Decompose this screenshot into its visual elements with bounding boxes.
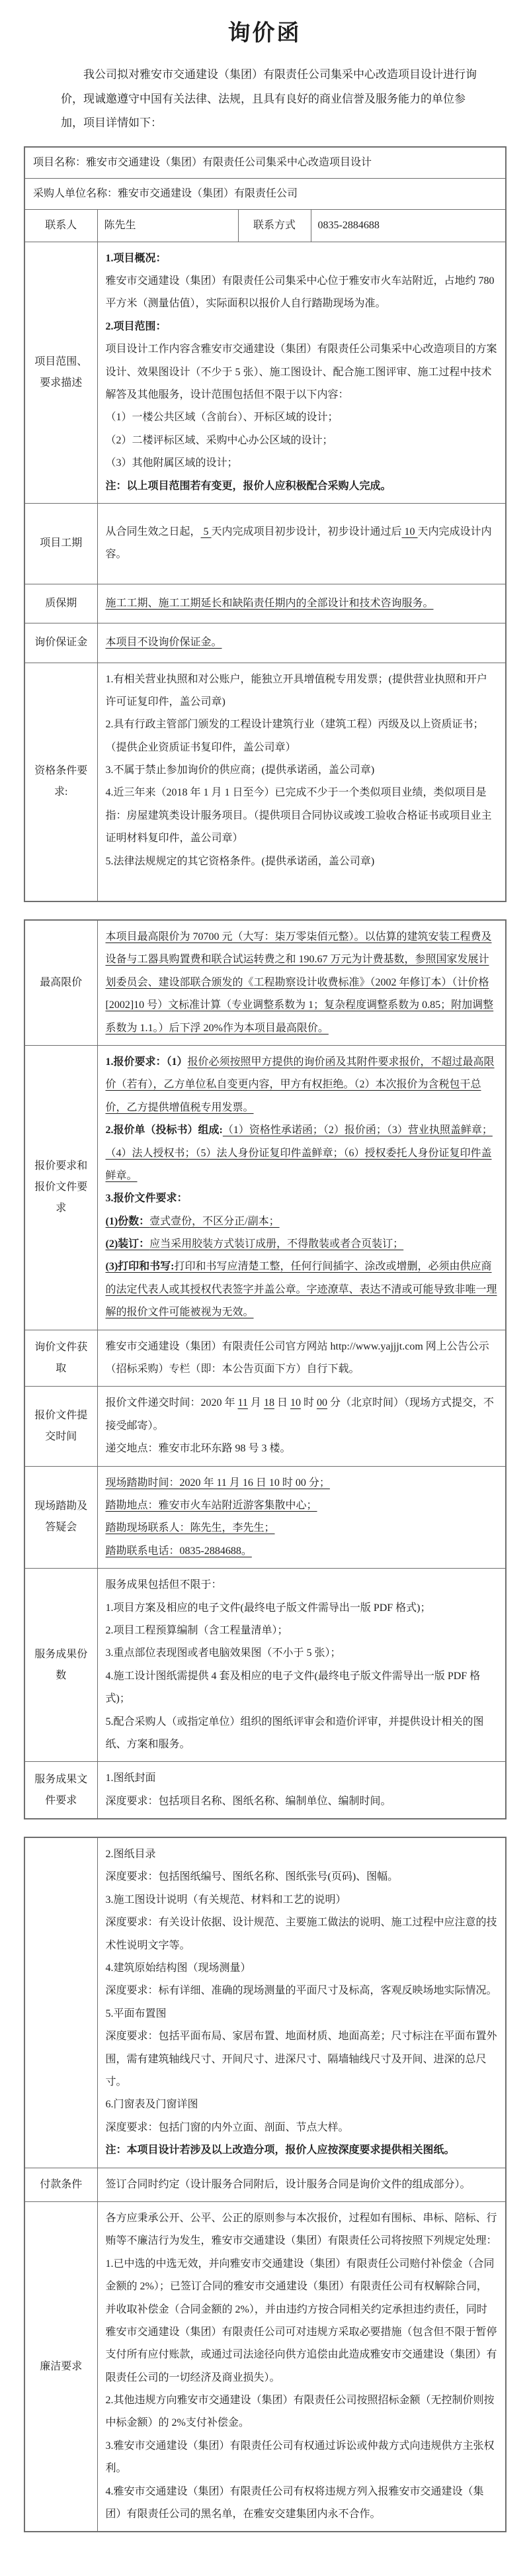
row-label: 服务成果文件要求	[24, 1762, 97, 1819]
field-label: 联系方式	[238, 209, 311, 242]
text-segment: 2.项目工程预算编制（含工程量清单）；	[105, 1624, 288, 1636]
text-segment: 深度要求：有关设计依据、设计规范、主要施工做法的说明、施工过程中应注意的技术性说明文字等。	[105, 1917, 497, 1951]
paragraph	[106, 248, 498, 270]
paragraph	[106, 2003, 498, 2025]
row-content	[97, 1837, 506, 2168]
text-segment: （3）其他附属区域的设计；	[105, 457, 238, 469]
row-label: 质保期	[24, 584, 97, 623]
row-content	[97, 663, 506, 901]
document-access-row	[24, 1330, 506, 1387]
text-segment: 2.报价单（投标书）组成:	[105, 1125, 223, 1136]
paragraph	[106, 2435, 498, 2481]
text-segment: 5.平面布置图	[105, 2007, 167, 2019]
paragraph	[106, 1495, 498, 1517]
text-segment: 1.图纸封面	[105, 1772, 156, 1784]
text-segment: (1)份数：	[105, 1215, 150, 1227]
paragraph	[106, 316, 498, 338]
paragraph	[106, 1711, 498, 1757]
text-segment: 签订合同时约定（设计服务合同附后，设计服务合同是询价文件的组成部分）。	[105, 2178, 471, 2190]
payment-terms-row	[24, 2168, 506, 2201]
row-content	[97, 1387, 506, 1466]
paragraph	[106, 338, 498, 406]
row-label: 项目工期	[24, 503, 97, 584]
text-segment: 深度要求：包括图纸编号、图纸名称、图纸张号(页码)、图幅。	[105, 1871, 399, 1883]
text-segment: 3.雅安市交通建设（集团）有限责任公司有权通过诉讼或仲裁方式向违规供方主张权利。	[105, 2440, 495, 2475]
paragraph	[106, 1187, 498, 1210]
row-label	[24, 1837, 97, 2168]
row-label: 服务成果份数	[24, 1569, 97, 1762]
text-segment: 深度要求：包括项目名称、图纸名称、编制单位、编制时间。	[105, 1795, 391, 1807]
paragraph	[106, 1889, 498, 1911]
paragraph	[106, 1336, 498, 1381]
text-segment: 采购人单位名称：雅安市交通建设（集团）有限责任公司	[33, 187, 298, 199]
paragraph	[106, 926, 498, 1040]
text-segment: 踏勘现场联系人：陈先生，李先生；	[105, 1522, 275, 1534]
paragraph	[106, 713, 498, 759]
text-segment: 注：本项目设计若涉及以上改造分项，报价人应按深度要求提供相关图纸。	[105, 2144, 455, 2156]
paragraph	[106, 2093, 498, 2116]
paragraph	[106, 2139, 498, 2162]
text-segment: （1）资格性承诺函；（2）报价函；（3）营业执照盖鲜章；（4）法人授权书；（5）法人身份证复印件盖鲜章；（6）授权委托人身份证复印件盖鲜章。	[105, 1125, 493, 1181]
row-content	[97, 1330, 506, 1387]
text-segment: 2.其他违规方向雅安市交通建设（集团）有限责任公司按照招标金额（无控制价则按中标金额）的 2%支付补偿金。	[105, 2395, 495, 2429]
text-segment: 深度要求：标有详细、准确的现场测量的平面尺寸及标高，客观反映场地实际情况。	[105, 1985, 497, 1997]
paragraph	[106, 270, 498, 316]
paragraph	[106, 2025, 498, 2093]
text-segment: 3.不属于禁止参加询价的供应商；(提供承诺函，盖公司章)	[105, 764, 375, 776]
text-segment: 时	[300, 1397, 317, 1409]
intro-paragraph: 我公司拟对雅安市交通建设（集团）有限责任公司集采中心改造项目设计进行询价，现诚邀遵守中国有关法律、法规，且具有良好的商业信誉及服务能力的单位参加，项目详情如下：	[61, 68, 477, 130]
text-segment: 10	[401, 526, 418, 537]
text-segment: 11	[237, 1397, 248, 1409]
basic-info-table	[24, 146, 507, 902]
text-segment: （1）一楼公共区域（含前台）、开标区域的设计；	[105, 412, 339, 424]
text-segment: 5	[200, 526, 212, 537]
deliverable-copies-row	[24, 1569, 506, 1762]
text-segment: 本项目最高限价为 70700 元（大写：柒万零柒佰元整）。以估算的建筑安装工程费及设备与工器具购置费和联合试运转费之和 190.67 万元为计费基数，参照国家发展计划委员会、建设部联合颁发的《工程勘察设计收费标准》（2002 年修订本）（计价格[2002]10 号）文标准计算（专业调整系数为 1；复杂程度调整系数为 0.85；附加调整系数为 1.1。）后下浮 20%作为本项目最高限价。	[105, 931, 494, 1034]
row-label: 最高限价	[24, 920, 97, 1045]
duration-row	[24, 503, 506, 584]
paragraph	[106, 2253, 498, 2389]
text-segment: 2.图纸目录	[105, 1849, 156, 1861]
text-segment: 1.项目概况：	[105, 252, 167, 264]
page-title: 询价函	[227, 21, 302, 46]
paragraph	[106, 1866, 498, 1888]
submission-time-row	[24, 1387, 506, 1466]
text-segment: 本项目不设询价保证金。	[105, 637, 222, 649]
text-segment: 3.报价文件要求：	[105, 1193, 188, 1205]
deliverable-file-requirements-row	[24, 1762, 506, 1819]
paragraph	[106, 631, 498, 654]
qualification-row	[24, 663, 506, 901]
text-segment: 深度要求：包括平面布局、家居布置、地面材质、地面高差；尺寸标注在平面布置外围，需有建筑轴线尺寸、开间尺寸、进深尺寸、隔墙轴线尺寸及开间、进深的总尺寸。	[105, 2031, 497, 2088]
row-content	[97, 2201, 506, 2532]
text-segment: 10	[290, 1397, 301, 1409]
row-content	[97, 920, 506, 1045]
paragraph	[33, 152, 497, 173]
text-segment: 4.近三年来（2018 年 1 月 1 日至今）已完成不少于一个类似项目业绩，类似项目是指：房屋建筑类设计服务项目。（提供项目合同协议或竣工验收合格证书或项目业主证明材料复印件，盖公司章）	[105, 787, 492, 845]
text-segment: 6.门窗表及门窗详图	[105, 2099, 198, 2111]
row-label: 廉洁要求	[24, 2201, 97, 2532]
paragraph	[106, 2389, 498, 2435]
text-segment: 打印和书写应清楚工整，任何行间插字、涂改或增删，必须由供应商的法定代表人或其授权代表签字并盖公章。字迹潦草、表达不清或可能导致非唯一理解的报价文件可能被视为无效。	[105, 1261, 497, 1318]
row-content	[97, 2168, 506, 2201]
max-price-row	[24, 920, 506, 1045]
paragraph	[106, 2207, 498, 2253]
paragraph	[106, 1211, 498, 1233]
text-segment: 2.项目范围：	[105, 320, 167, 332]
paragraph	[106, 759, 498, 782]
paragraph	[106, 1438, 498, 1460]
text-segment: 1.有相关营业执照和对公账户，能独立开具增值税专用发票；(提供营业执照和开户许可证复印件，盖公司章)	[105, 673, 487, 708]
paragraph	[106, 452, 498, 475]
text-segment: 4.雅安市交通建设（集团）有限责任公司有权将违规方列入报雅安市交通建设（集团）有限责任公司的黑名单，在雅安交建集团内永不合作。	[105, 2485, 484, 2520]
text-segment: 注：以上项目范围若有变更，报价人应积极配合采购人完成。	[105, 480, 391, 492]
paragraph	[106, 1540, 498, 1563]
row-content	[97, 584, 506, 623]
paragraph	[106, 2117, 498, 2139]
text-segment: 5.法律法规规定的其它资格条件。(提供承诺函，盖公司章)	[105, 855, 375, 867]
text-segment: 天内完成设计内容。	[105, 526, 492, 561]
paragraph	[106, 1119, 498, 1187]
paragraph	[106, 430, 498, 452]
text-segment: 4.建筑原始结构图（现场测量）	[105, 1962, 251, 1974]
row-content	[97, 1569, 506, 1762]
text-segment: 5.配合采购人（或指定单位）组织的图纸评审会和造价评审，并提供设计相关的图纸、方案和服务。	[105, 1716, 484, 1750]
deposit-row	[24, 623, 506, 663]
text-segment: 应当采用胶装方式装订成册，不得散装或者合页装订；	[149, 1238, 404, 1250]
text-segment: 00	[316, 1397, 327, 1409]
row-content	[97, 503, 506, 584]
text-segment: 月	[247, 1397, 264, 1409]
row-content	[24, 147, 506, 179]
purchaser-name-row	[24, 178, 506, 209]
paragraph	[106, 668, 498, 714]
paragraph	[106, 1665, 498, 1711]
paragraph	[106, 1911, 498, 1957]
paragraph	[106, 1597, 498, 1620]
row-label: 付款条件	[24, 2168, 97, 2201]
paragraph	[106, 1517, 498, 1540]
paragraph	[106, 475, 498, 498]
integrity-requirements-row	[24, 2201, 506, 2532]
paragraph	[106, 2174, 498, 2196]
text-segment: 1.项目方案及相应的电子文件(最终电子版文件需导出一版 PDF 格式)；	[105, 1602, 431, 1614]
paragraph	[106, 1620, 498, 1642]
paragraph	[106, 1980, 498, 2002]
text-segment: 现场踏勘时间：2020 年 11 月 16 日 10 时 00 分；	[105, 1477, 330, 1489]
paragraph	[106, 1392, 498, 1438]
paragraph	[106, 851, 498, 873]
text-segment: 报价必须按照甲方提供的询价函及其附件要求报价，不超过最高限价（若有），乙方单位私自变更内容，甲方有权拒绝。（2）本次报价为含税包干总价，乙方提供增值税专用发票。	[105, 1056, 495, 1113]
paragraph	[106, 1574, 498, 1596]
text-segment: 1.已中选的中选无效，并向雅安市交通建设（集团）有限责任公司赔付补偿金（合同金额的 2%）；已签订合同的雅安市交通建设（集团）有限责任公司有权解除合同，并收取补偿金（合同金额的 2%），并由违约方按合同相关约定承担违约责任，同时雅安市交通建设（集团）有限责任公司可对违规方采取必要措施（包含但不限于暂停支付所有应付账款，或通过司法途径向供方追偿由此造成雅安市交通建设（集团）有限责任公司的一切经济及商业损失）。	[105, 2258, 497, 2383]
text-segment: 深度要求：包括门窗的内外立面、剖面、节点大样。	[105, 2121, 349, 2133]
row-label: 询价保证金	[24, 623, 97, 663]
text-segment: 雅安市交通建设（集团）有限责任公司集采中心位于雅安市火车站附近，占地约 780 平方米（测量估值），实际面积以报价人自行踏勘现场为准。	[105, 275, 495, 310]
row-label: 项目范围、要求描述	[24, 242, 97, 503]
row-label: 资格条件要求:	[24, 663, 97, 901]
paragraph	[106, 2481, 498, 2526]
text-segment: （2）二楼评标区域、采购中心办公区域的设计；	[105, 434, 333, 446]
drawing-depth-and-terms-table	[24, 1837, 507, 2532]
text-segment: 18	[263, 1397, 274, 1409]
text-segment: 项目名称：雅安市交通建设（集团）有限责任公司集采中心改造项目设计	[33, 156, 372, 168]
paragraph	[106, 1767, 498, 1790]
text-segment: 壹式壹份，不区分正/副本；	[149, 1215, 280, 1227]
text-segment: 3.施工图设计说明（有关规范、材料和工艺的说明）	[105, 1894, 346, 1906]
paragraph	[106, 782, 498, 850]
text-segment: 4.施工设计图纸需提供 4 套及相应的电子文件(最终电子版文件需导出一版 PDF 格式)；	[105, 1670, 481, 1705]
text-segment: 踏勘地点：雅安市火车站附近游客集散中心；	[105, 1500, 317, 1511]
text-segment: (3)打印和书写:	[105, 1261, 175, 1273]
project-name-row	[24, 147, 506, 179]
paragraph	[106, 521, 498, 567]
paragraph	[106, 1642, 498, 1665]
text-segment: (2)装订：	[105, 1238, 150, 1250]
paragraph	[33, 183, 497, 205]
paragraph	[106, 592, 498, 615]
row-content	[97, 242, 506, 503]
paragraph	[106, 1790, 498, 1813]
text-segment: 日	[274, 1397, 290, 1409]
quotation-requirements-row	[24, 1045, 506, 1330]
row-label: 询价文件获取	[24, 1330, 97, 1387]
text-segment: 服务成果包括但不限于：	[105, 1579, 222, 1591]
warranty-row	[24, 584, 506, 623]
text-segment: 递交地点：雅安市北环东路 98 号 3 楼。	[105, 1443, 291, 1455]
price-and-submission-table	[24, 919, 507, 1819]
paragraph	[106, 1472, 498, 1495]
document-tables	[0, 146, 529, 2533]
text-segment: 踏勘联系电话：0835-2884688。	[105, 1545, 252, 1557]
field-value: 陈先生	[97, 209, 238, 242]
row-content	[97, 623, 506, 663]
row-content	[97, 1466, 506, 1569]
field-label: 联系人	[24, 209, 97, 242]
site-survey-row	[24, 1466, 506, 1569]
contact-row	[24, 209, 506, 242]
paragraph	[106, 406, 498, 429]
row-label: 现场踏勘及答疑会	[24, 1466, 97, 1569]
row-label: 报价要求和报价文件要求	[24, 1045, 97, 1330]
paragraph	[106, 1957, 498, 1980]
paragraph	[106, 1051, 498, 1119]
row-label: 报价文件提交时间	[24, 1387, 97, 1466]
text-segment: 天内完成项目初步设计，初步设计通过后	[211, 526, 402, 537]
paragraph	[106, 1256, 498, 1324]
text-segment: 施工工期、施工工期延长和缺陷责任期内的全部设计和技术咨询服务。	[105, 597, 434, 609]
text-segment: 3.重点部位表现图或者电脑效果图（不小于 5 张）；	[105, 1647, 341, 1659]
text-segment: 2.具有行政主管部门颁发的工程设计建筑行业（建筑工程）丙级及以上资质证书；（提供企业资质证书复印件，盖公司章）	[105, 719, 484, 753]
field-value: 0835-2884688	[311, 209, 506, 242]
text-segment: 分（北京时间）（现场方式提交，不接受邮寄）。	[105, 1397, 494, 1432]
text-segment: 项目设计工作内容含雅安市交通建设（集团）有限责任公司集采中心改造项目的方案设计、效果图设计（不少于 5 张）、施工图设计、配合施工图评审、施工过程中技术解答及其他服务，设计范围包括但不限于以下内容：	[105, 344, 497, 400]
text-segment: 雅安市交通建设（集团）有限责任公司官方网站 http://www.yajjjt.com 网上公告公示（招标采购）专栏（即：本公告页面下方）自行下载。	[105, 1340, 489, 1375]
row-content	[97, 1045, 506, 1330]
paragraph	[106, 1843, 498, 1866]
drawing-depth-continued-row	[24, 1837, 506, 2168]
row-content	[97, 1762, 506, 1819]
paragraph	[106, 1233, 498, 1256]
text-segment: 1.报价要求：（1）	[105, 1056, 188, 1068]
text-segment: 从合同生效之日起，	[105, 526, 201, 537]
scope-row	[24, 242, 506, 503]
text-segment: 各方应秉承公开、公平、公正的原则参与本次报价，过程如有围标、串标、陪标、行贿等不廉洁行为发生，雅安市交通建设（集团）有限责任公司将按照下列规定处理：	[105, 2212, 497, 2247]
text-segment: 报价文件递交时间：2020 年	[105, 1397, 238, 1409]
row-content	[24, 178, 506, 209]
